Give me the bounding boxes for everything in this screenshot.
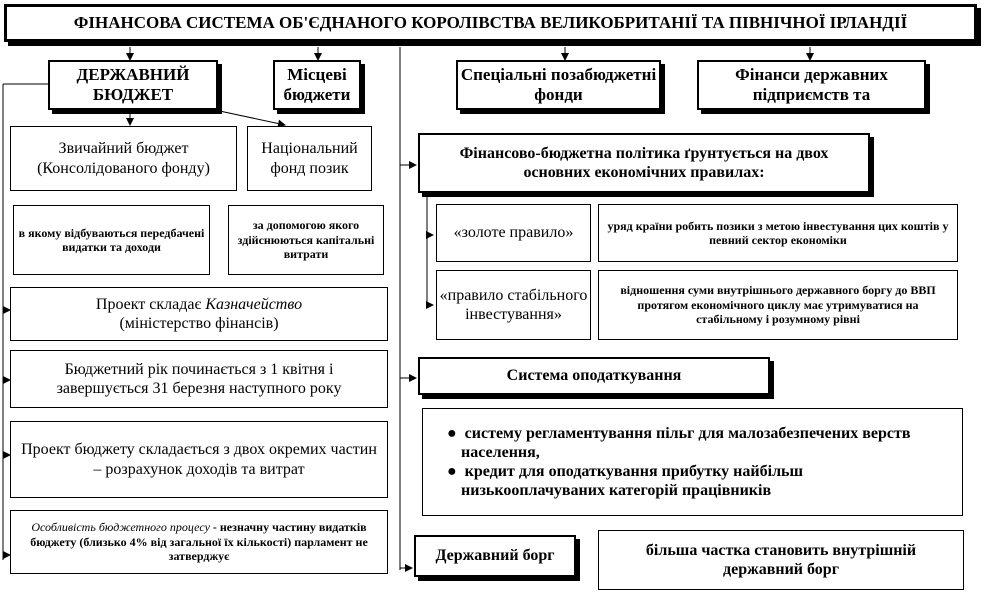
national-loan-fund-box: Національний фонд позик [247,126,372,191]
local-budgets-box: Місцеві бюджети [273,60,361,110]
draft-prefix: Проект складає [95,295,206,313]
draft-author-box [10,287,388,341]
policy-header-box: Фінансово-бюджетна політика ґрунтується на двох основних економічних правилах: [418,133,870,193]
tax-items-box [422,408,963,516]
special-funds-box: Спеціальні позабюджетні фонди [456,60,661,110]
two-parts-box: Проект бюджету складається з двох окремих частин – розрахунок доходів та витрат [10,421,388,498]
ordinary-budget-box: Звичайний бюджет (Консолідованого фонду) [10,126,237,191]
debt-desc-box: більша частка становить внутрішній державний борг [598,530,964,590]
tax-header-box: Система оподаткування [418,357,770,395]
draft-treasury: Казначейство [205,295,303,313]
ordinary-budget-desc: в якому відбуваються передбачені видатки та доходи [13,205,210,275]
feature-box [10,510,388,574]
feature-italic: Особливість бюджетного процесу [31,520,210,535]
fiscal-year-box: Бюджетний рік починається з 1 квітня і завершується 31 березня наступного року [10,350,388,408]
debt-header-box: Державний борг [414,535,576,577]
tax-item: ● системy регламентування пільг для малозабезпечених верств населення, [447,424,911,461]
enterprise-finance-box: Фінанси державних підприємств та [697,60,926,110]
loan-fund-desc: за допомогою якого здійснюються капітальні витрати [228,205,384,275]
golden-rule-box: «золоте правило» [436,204,591,262]
golden-rule-desc: уряд країни робить позики з метою інвестування цих коштів у певний сектор економіки [598,204,958,262]
state-budget-box: ДЕРЖАВНИЙ БЮДЖЕТ [48,60,218,110]
draft-suffix: (міністерство фінансів) [119,315,279,332]
page-title: ФІНАНСОВА СИСТЕМА ОБ'ЄДНАНОГО КОРОЛІВСТВА ВЕЛИКОБРИТАНІЇ ТА ПІВНІЧНОЇ ІРЛАНДІЇ [4,4,977,42]
stable-rule-box: «правило стабільного інвестування» [436,270,591,340]
feature-rest: - незначну частину видатків бюджету (близько 4% від загальної їх кількості) парламент не затверджує [30,520,368,564]
stable-rule-desc: відношення суми внутрішнього державного боргу до ВВП протягом економічного циклу має утримуватися на стабільному і розумному рівні [598,270,958,340]
tax-item: ● кредит для оподаткування прибутку найбільш низькооплачуваних категорій працівників [447,463,804,500]
